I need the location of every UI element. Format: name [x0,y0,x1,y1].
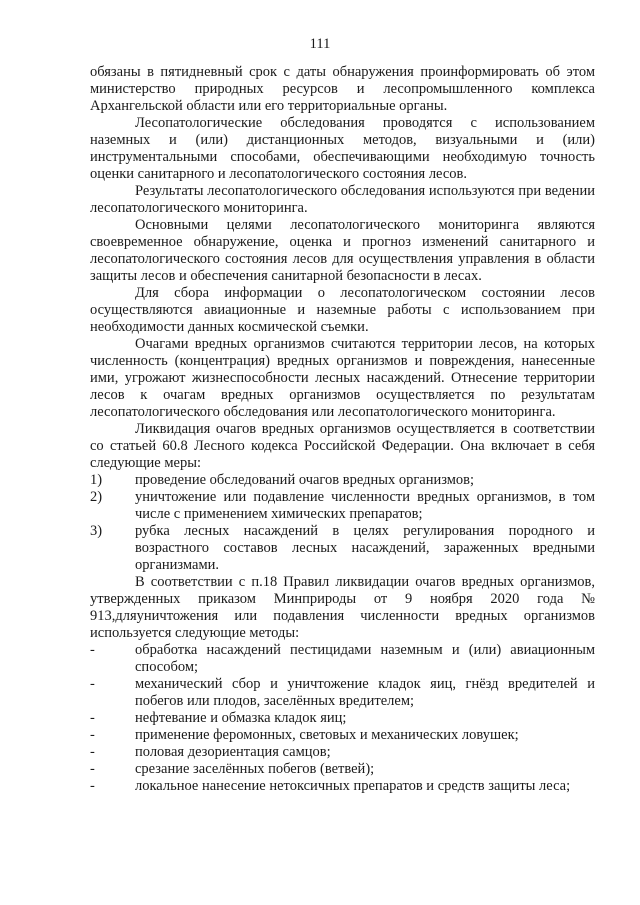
paragraph: Результаты лесопатологического обследования используются при ведении лесопатологического мониторинга. [90,183,595,216]
list-item-text: проведение обследований очагов вредных организмов; [135,472,475,488]
paragraph: Очагами вредных организмов считаются территории лесов, на которых численность (концентрация) вредных организмов и повреждения, нанесенные ими, угрожают жизнеспособности лесных насаждений. Отнесение территории лесов к очагам вредных организмов осуществляется по результатам лесопатологического обследования или лесопатологического мониторинга. [90,336,595,420]
list-marker: - [90,676,95,692]
list-item [90,489,595,523]
list-marker: - [90,710,95,726]
list-item [90,778,595,795]
list-item [90,523,595,574]
paragraph: Лесопатологические обследования проводятся с использованием наземных и (или) дистанционных методов, визуальными и (или) инструментальными способами, обеспечивающими необходимую точность оценки санитарного и лесопатологического состояния лесов. [90,115,595,182]
list-item [90,642,595,676]
paragraph: Ликвидация очагов вредных организмов осуществляется в соответствии со статьей 60.8 Лесного кодекса Российской Федерации. Она включает в себя следующие меры: [90,421,595,471]
list-marker: - [90,744,95,760]
paragraph: В соответствии с п.18 Правил ликвидации очагов вредных организмов, утвержденных приказом Минприроды от 9 ноября 2020 года № 913,дляуничтожения или подавления численности вредных организмов используется следующие методы: [90,574,595,641]
list-item-text: локальное нанесение нетоксичных препаратов и средств защиты леса; [135,778,571,794]
list-marker: 2) [90,489,103,505]
list-item [90,744,595,761]
paragraph: Основными целями лесопатологического мониторинга являются своевременное обнаружение, оценка и прогноз изменений санитарного и лесопатологического состояния лесов для осуществления управления в области защиты лесов и обеспечения санитарной безопасности в лесах. [90,217,595,284]
page-number: 111 [309,36,331,52]
list-item-text: половая дезориентация самцов; [135,744,331,760]
list-item-text: рубка лесных насаждений в целях регулирования породного и возрастного составов лесных насаждений, зараженных вредными организмами. [135,523,595,573]
list-marker: - [90,727,95,743]
list-item-text: срезание заселённых побегов (ветвей); [135,761,375,777]
list-marker: 3) [90,523,103,539]
list-item [90,676,595,710]
list-item-text: уничтожение или подавление численности вредных организмов, в том числе с применением химических препаратов; [135,489,595,522]
list-item-text: обработка насаждений пестицидами наземным и (или) авиационным способом; [135,642,595,675]
list-item-text: нефтевание и обмазка кладок яиц; [135,710,347,726]
list-item [90,727,595,744]
list-marker: 1) [90,472,103,488]
list-marker: - [90,761,95,777]
document-body [90,64,595,795]
paragraph: обязаны в пятидневный срок с даты обнаружения проинформировать об этом министерство природных ресурсов и лесопромышленного комплекса Архангельской области или его территориальные органы. [90,64,595,114]
list-item [90,472,595,489]
paragraph: Для сбора информации о лесопатологическом состоянии лесов осуществляются авиационные и наземные работы с использованием при необходимости данных космической съемки. [90,285,595,335]
list-item [90,710,595,727]
list-item-text: механический сбор и уничтожение кладок яиц, гнёзд вредителей и побегов или плодов, заселённых вредителем; [135,676,595,709]
list-item [90,761,595,778]
list-marker: - [90,778,95,794]
list-marker: - [90,642,95,658]
list-item-text: применение феромонных, световых и механических ловушек; [135,727,519,743]
